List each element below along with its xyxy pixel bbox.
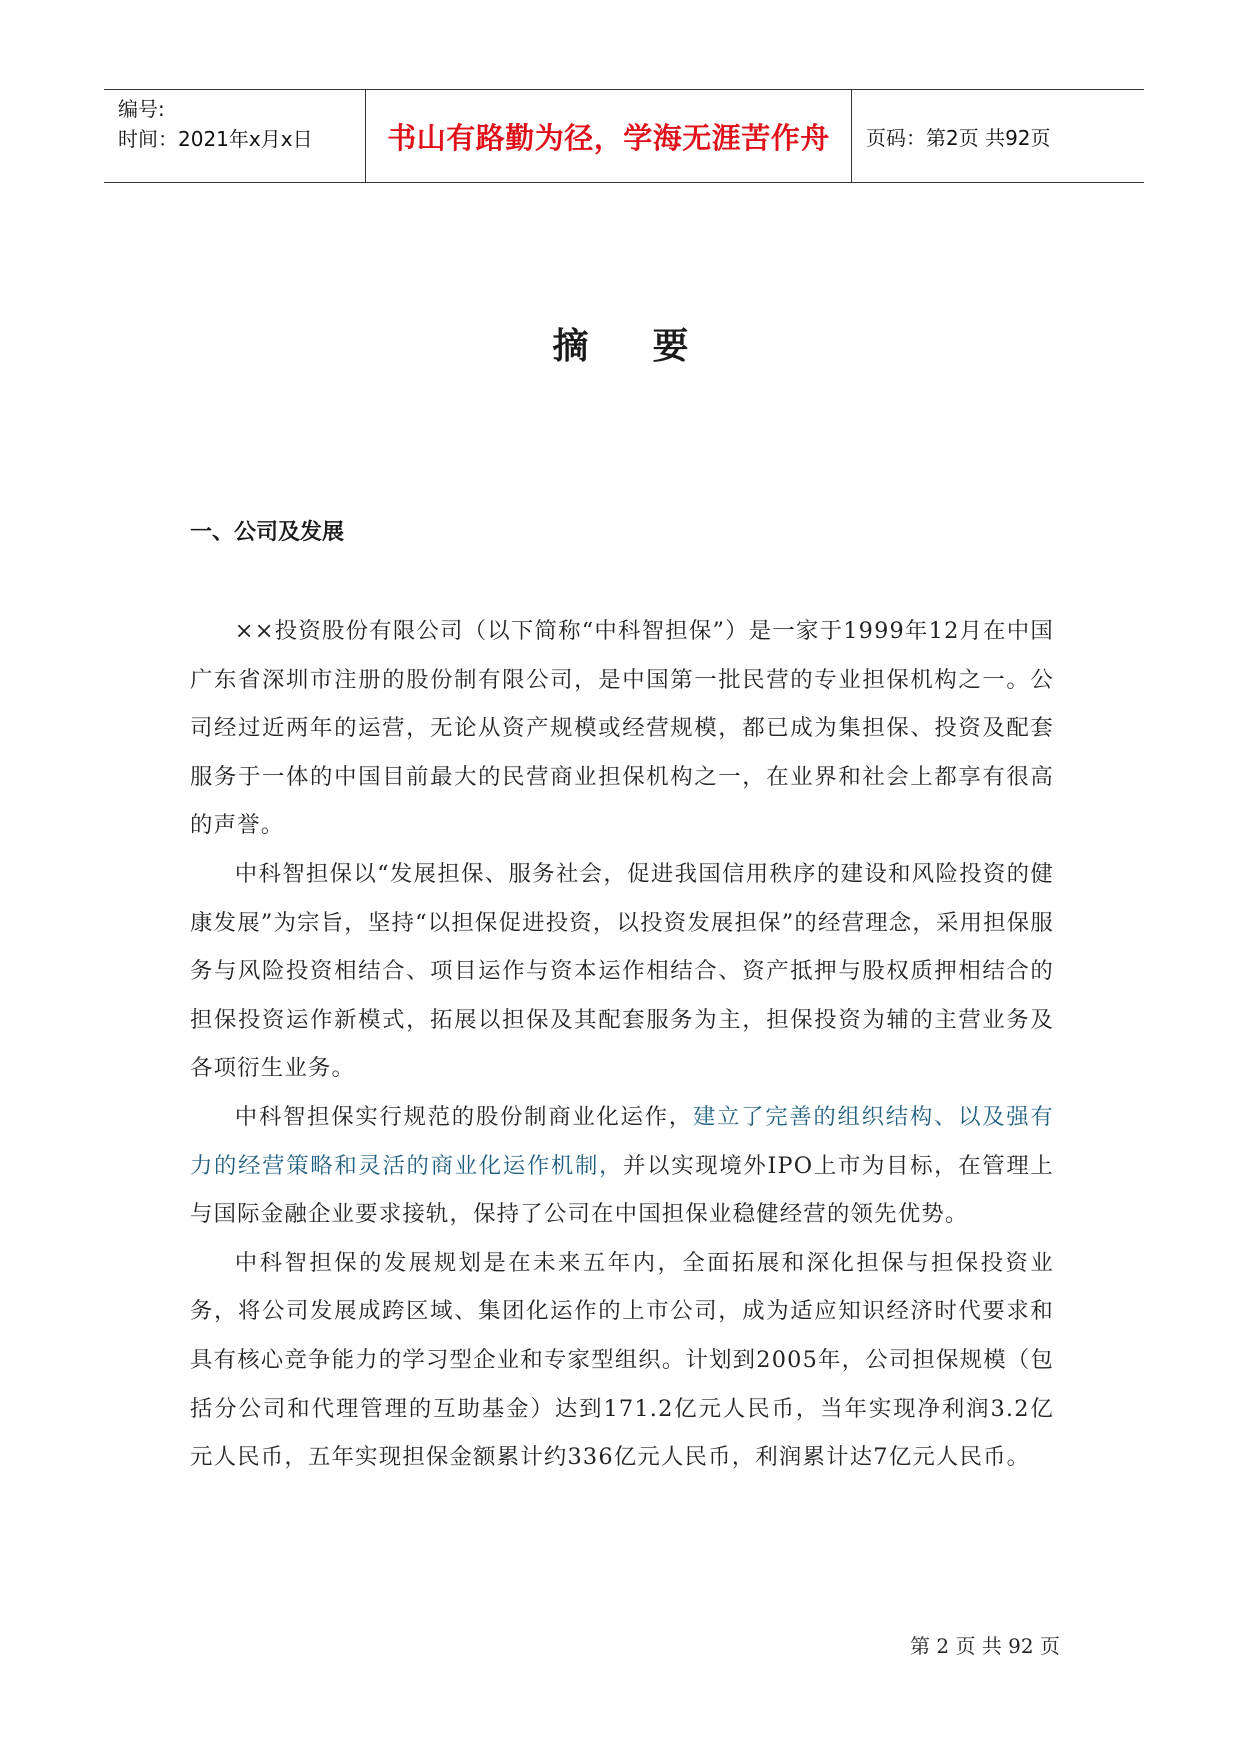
paragraph-4: 中科智担保的发展规划是在未来五年内，全面拓展和深化担保与担保投资业务，将公司发展成跨区域、集团化运作的上市公司，成为适应知识经济时代要求和具有核心竞争能力的学习型企业和专家型组织。计划到2005年，公司担保规模（包括分公司和代理管理的互助基金）达到171.2亿元人民币，当年实现净利润3.2亿元人民币，五年实现担保金额累计约336亿元人民币，利润累计达7亿元人民币。 [190,1249,1054,1471]
paragraph-3-highlight: 建立了完善的组织结构、以及强有力的经营策略和灵活的商业化运作机制， [190,1103,1054,1179]
header-motto: 书山有路勤为径，学海无涯苦作舟 [366,90,852,182]
paragraph-2: 中科智担保以“发展担保、服务社会，促进我国信用秩序的建设和风险投资的健康发展”为宗旨，坚持“以担保促进投资，以投资发展担保”的经营理念，采用担保服务与风险投资相结合、项目运作与资本运作相结合、资产抵押与股权质押相结合的担保投资运作新模式，拓展以担保及其配套服务为主，担保投资为辅的主营业务及各项衍生业务。 [190,860,1054,1082]
paragraph-3-before: 中科智担保实行规范的股份制商业化运作， [234,1103,693,1130]
document-time-label: 时间：2021年x月x日 [118,127,313,151]
page-footer: 第 2 页 共 92 页 [910,1634,1060,1658]
section-body [190,607,1054,1482]
paragraph-3-after: 并以实现境外IPO上市为目标，在管理上与国际金融企业要求接轨，保持了公司在中国担保业稳健经营的领先优势。 [190,1152,1054,1228]
document-number-label: 编号: [118,97,165,121]
paragraph-3 [190,1093,1054,1239]
header-page-info: 页码：第2页 共92页 [866,125,1051,150]
header-left-cell [104,90,366,182]
document-title: 摘要 [552,326,753,367]
page-header [104,89,1144,183]
paragraph-1: ××投资股份有限公司（以下简称“中科智担保”）是一家于1999年12月在中国广东省深圳市注册的股份制有限公司，是中国第一批民营的专业担保机构之一。公司经过近两年的运营，无论从资产规模或经营规模，都已成为集担保、投资及配套服务于一体的中国目前最大的民营商业担保机构之一，在业界和社会上都享有很高的声誉。 [190,618,1054,839]
section-heading: 一、公司及发展 [190,520,345,545]
